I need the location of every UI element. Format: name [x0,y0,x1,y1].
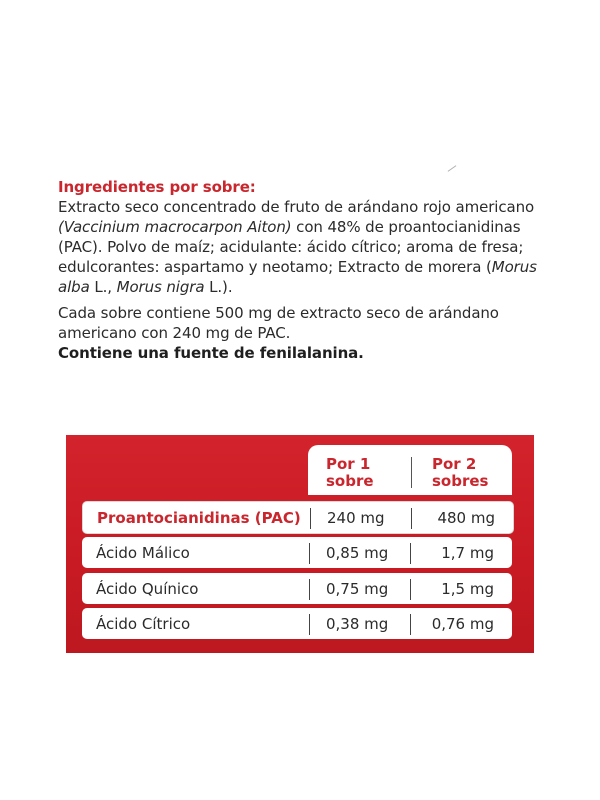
table-row [82,608,512,639]
cell-divider [410,543,411,564]
row-value-1-sachet: 240 mg [327,509,385,527]
header-divider [411,457,412,488]
cell-divider [309,614,310,635]
ingredients-line-4: edulcorantes: aspartamo y neotamo; Extracto de morera ( [58,258,492,276]
table-row [82,573,512,604]
ingredients-section [58,177,550,363]
row-value-1-sachet: 0,75 mg [326,580,389,598]
scientific-name-morus-nigra: Morus nigra [116,278,205,296]
row-label: Ácido Cítrico [96,615,191,633]
header-col2-line2: sobres [432,472,489,490]
row-label: Proantocianidinas (PAC) [97,509,301,527]
row-value-2-sachets: 0,76 mg [431,615,494,633]
scientific-name-morus: Morus [491,258,537,276]
header-col1-line1: Por 1 [326,455,371,473]
cell-divider [309,543,310,564]
ingredients-line-2: con 48% de proantocianidinas [291,218,521,236]
table-row [82,537,512,568]
row-label: Ácido Quínico [96,580,199,598]
header-col1-line2: sobre [326,472,374,490]
header-per-1-sachet [326,456,374,490]
ingredients-line-5-mid: L., [89,278,117,296]
extract-content-line-2: americano con 240 mg de PAC. [58,324,291,342]
header-per-2-sachets [432,456,488,490]
scientific-name-vaccinium: (Vaccinium macrocarpon Aiton) [58,218,292,236]
phenylalanine-warning: Contiene una fuente de fenilalanina. [58,344,364,362]
row-value-2-sachets: 480 mg [437,509,495,527]
ingredients-line-5-end: L.). [204,278,233,296]
extract-content-line-1: Cada sobre contiene 500 mg de extracto seco de arándano [58,304,499,322]
cell-divider [410,579,411,600]
cell-divider [309,579,310,600]
ingredients-title: Ingredientes por sobre: [58,178,256,196]
extract-content-text [58,303,550,343]
cell-divider [310,508,311,529]
ingredients-line-3: (PAC). Polvo de maíz; acidulante: ácido cítrico; aroma de fresa; [58,238,524,256]
header-col2-line1: Por 2 [432,455,477,473]
row-value-1-sachet: 0,38 mg [326,615,389,633]
stray-mark [448,165,457,172]
row-value-2-sachets: 1,7 mg [441,544,494,562]
scientific-name-alba: alba [58,278,90,296]
ingredients-text [58,197,550,297]
row-value-2-sachets: 1,5 mg [441,580,494,598]
ingredients-line-1: Extracto seco concentrado de fruto de arándano rojo americano [58,198,535,216]
cell-divider [411,508,412,529]
cell-divider [410,614,411,635]
row-value-1-sachet: 0,85 mg [326,544,389,562]
row-label: Ácido Málico [96,544,190,562]
table-row [82,501,514,534]
